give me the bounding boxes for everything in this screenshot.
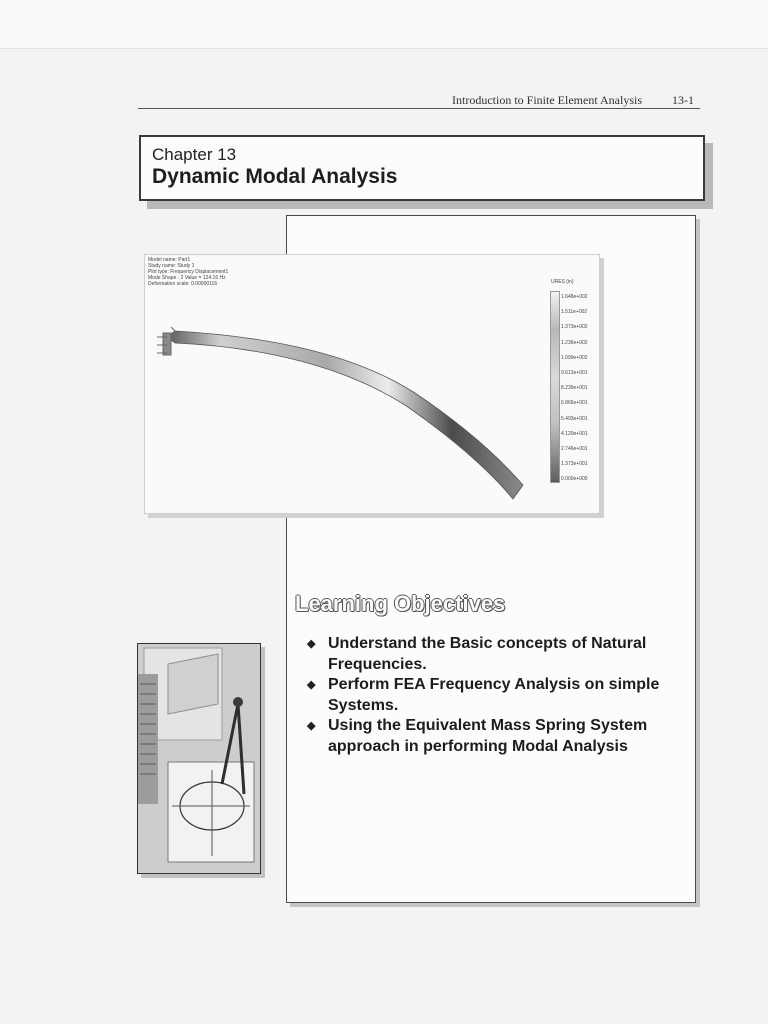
page-top-edge (0, 0, 768, 49)
drafting-compass-image (137, 643, 261, 874)
learning-objectives-heading: Learning Objectives (295, 591, 506, 616)
legend-tick-label: 1.236e+002 (561, 339, 588, 346)
legend-tick-label: 1.373e+002 (561, 324, 588, 331)
deformed-beam (167, 331, 523, 499)
legend-tick-label: 1.373e+001 (561, 461, 588, 468)
running-head-rule (138, 108, 700, 109)
objective-text: Understand the Basic concepts of Natural Frequencies. (328, 635, 647, 673)
legend-tick-label: 9.613e+001 (561, 370, 588, 376)
diamond-bullet-icon: ◆ (307, 638, 316, 650)
legend-tick-label: 8.239e+001 (561, 385, 588, 392)
objective-item (306, 675, 686, 716)
objective-text: Using the Equivalent Mass Spring System approach in performing Modal Analysis (328, 717, 648, 755)
diamond-bullet-icon: ◆ (307, 679, 316, 691)
diamond-bullet-icon: ◆ (307, 720, 316, 732)
running-head (138, 93, 700, 107)
chapter-label: Chapter 13 (152, 145, 237, 164)
legend-tick-label: 4.120e+001 (561, 430, 588, 437)
legend-tick-label: 1.511e+002 (561, 309, 588, 316)
legend-title: URES (in) (551, 279, 574, 285)
fea-meta-line: Deformation scale: 0.00000116 (148, 281, 218, 287)
objective-text: Perform FEA Frequency Analysis on simple Systems. (328, 676, 660, 714)
legend-color-bar (550, 291, 560, 483)
drafting-illustration (138, 644, 260, 873)
fea-meta-line: Mode Shape : 2 Value = 124.16 Hz (148, 275, 226, 281)
chapter-title-box (139, 135, 705, 201)
page-number: 13-1 (672, 93, 694, 107)
fea-mode-shape-figure (144, 254, 600, 514)
running-head-title: Introduction to Finite Element Analysis (452, 93, 642, 107)
objectives-list (306, 634, 686, 757)
objective-item (306, 716, 686, 757)
fea-meta-line: Plot type: Frequency Displacement1 (148, 269, 229, 275)
chapter-title: Dynamic Modal Analysis (152, 165, 398, 188)
legend-tick-label: 1.099e+002 (561, 354, 588, 361)
objective-item (306, 634, 686, 675)
deformed-beam-plot (145, 255, 599, 513)
legend-tick-label: 6.866e+001 (561, 400, 588, 407)
legend-tick-label: 2.746e+001 (561, 446, 588, 452)
legend-tick-label: 5.493e+001 (561, 415, 588, 422)
fea-meta-line: Model name: Part1 (148, 257, 191, 263)
legend-tick-label: 1.648e+002 (561, 294, 588, 300)
fea-meta-line: Study name: Study 1 (148, 263, 195, 269)
legend-tick-label: 0.000e+000 (561, 476, 588, 483)
